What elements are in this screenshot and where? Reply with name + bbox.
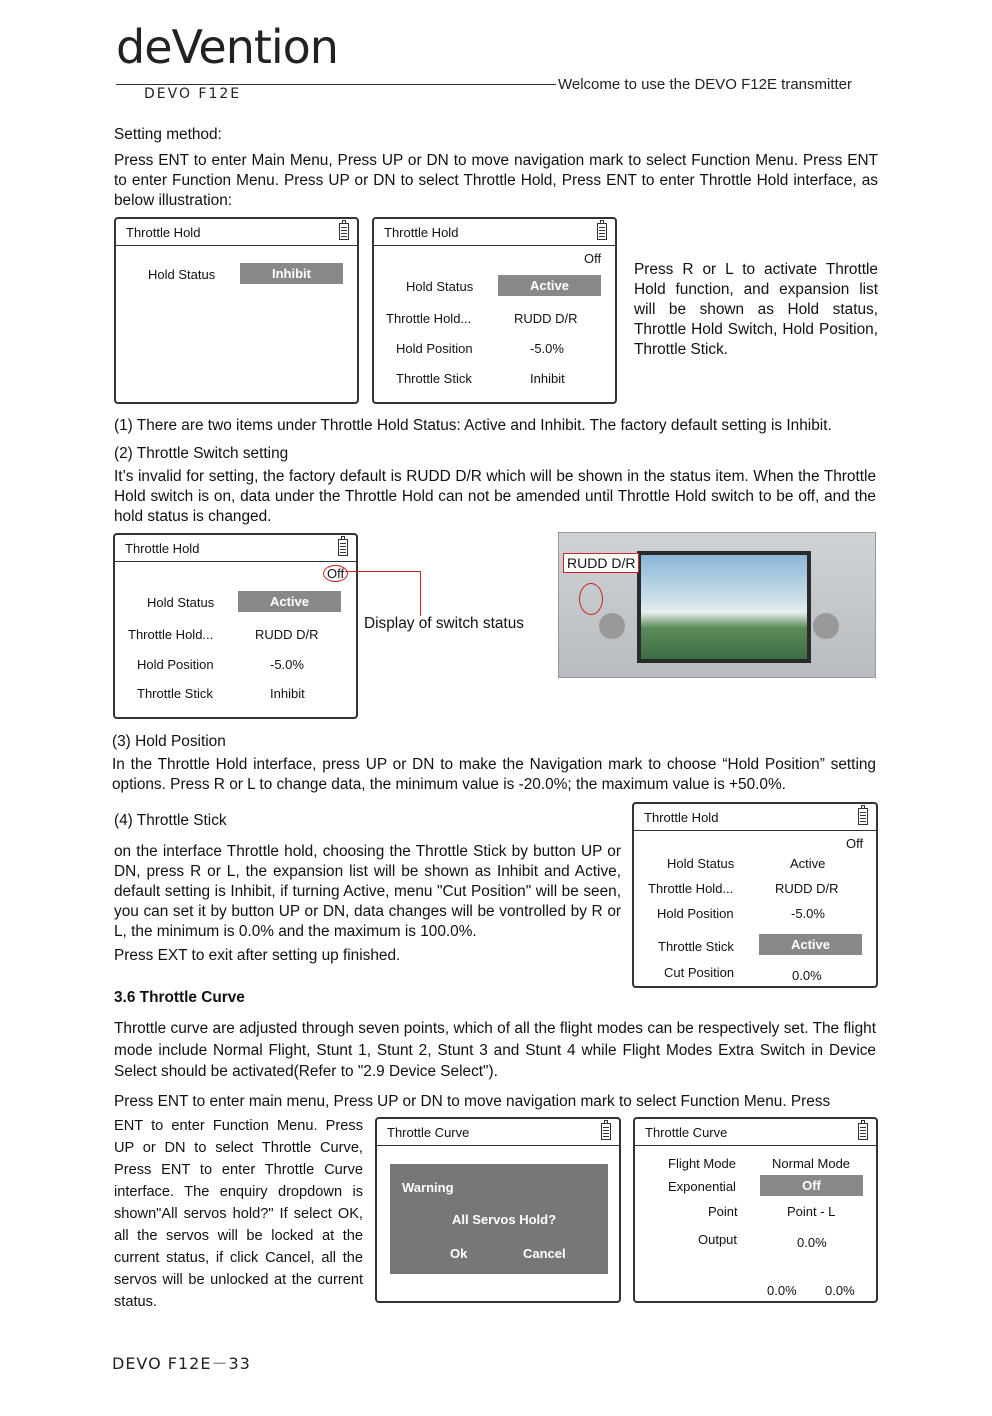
row-value: 0.0% [797,1235,827,1250]
gimbal-left [599,613,625,639]
battery-icon [597,223,607,240]
section-paragraph-3: ENT to enter Function Menu. Press UP or DN to select Throttle Curve, Press ENT to enter Throttle Curve interface. The enquiry dropdown is shown"All servos hold?" If select OK, all the servos will be locked at the current status, if click Cancel, all the servos will be unlocked at the current status. [114,1118,363,1310]
row-value-highlight: Active [759,934,862,955]
switch-status: Off [584,251,602,266]
transmitter-screen [637,551,811,663]
row-label: Throttle Hold... [386,311,472,326]
row-value: RUDD D/R [775,881,839,896]
row-label: Output [698,1232,738,1247]
screen-title: Throttle Curve [387,1125,470,1140]
battery-icon [338,539,348,556]
item-3-text: In the Throttle Hold interface, press UP or DN to make the Navigation mark to choose “Hold Position” setting options. Press R or L to change data, the minimum value is -20.0%; the maximum value is +50.0%. [112,756,876,793]
row-value-highlight: Active [238,591,341,612]
throttle-hold-screen-3 [113,533,358,719]
item-1: (1) There are two items under Throttle Hold Status: Active and Inhibit. The factory default setting is Inhibit. [114,417,832,434]
item-2-text: It’s invalid for setting, the factory default is RUDD D/R which will be shown in the status item. When the Throttle Hold switch is on, data under the Throttle Hold can not be amended until Throttle Hold switch to be off, and the hold status is changed. [114,468,876,525]
section-paragraph: Throttle curve are adjusted through seven points, which of all the flight modes can be respectively set. The flight mode include Normal Flight, Stunt 1, Stunt 2, Stunt 3 and Stunt 4 while Flight Modes Extra Switch in Device Select should be activated(Refer to "2.9 Device Select"). [114,1020,876,1080]
battery-icon [858,808,868,825]
curve-left-value: 0.0% [767,1283,797,1298]
model-name: DEVO F12E [144,86,242,102]
row-value: Normal Mode [772,1156,851,1171]
row-value: Active [790,856,826,871]
row-label: Throttle Stick [658,939,734,954]
row-label: Hold Status [406,279,474,294]
row-value: Point - L [787,1204,836,1219]
item-4-text: on the interface Throttle hold, choosing the Throttle Stick by button UP or DN, press R or L, the expansion list will be shown as Inhibit and Active, default setting is Inhibit, if turning Active, menu "Cut Position" will be seen, you can set it by button UP or DN, data changes will be vontrolled by R or L, the minimum is 0.0% and the maximum is 100.0%. [114,843,621,940]
screen-title: Throttle Hold [644,810,719,825]
row-label: Point [708,1204,738,1219]
cancel-button[interactable]: Cancel [523,1246,566,1261]
gimbal-right [813,613,839,639]
row-label: Flight Mode [668,1156,736,1171]
row-value: RUDD D/R [514,311,578,326]
setting-method-heading: Setting method: [114,126,222,143]
battery-icon [601,1123,611,1140]
throttle-hold-screen-2 [372,217,617,404]
row-label: Throttle Stick [137,686,213,701]
row-label: Hold Position [657,906,734,921]
row-value-highlight: Off [760,1175,863,1196]
transmitter-photo [558,532,876,678]
screen-title: Throttle Hold [384,225,459,240]
section-heading: 3.6 Throttle Curve [114,989,245,1006]
row-value: Inhibit [530,371,565,386]
switch-status: Off [323,565,348,582]
battery-icon [339,223,349,240]
row-value: -5.0% [791,906,825,921]
row-label: Throttle Hold... [648,881,734,896]
row-value: 0.0% [792,968,822,983]
warning-dialog [390,1164,608,1274]
curve-right-value: 0.0% [825,1283,855,1298]
warning-question: All Servos Hold? [452,1212,557,1227]
warning-title: Warning [402,1180,454,1195]
throttle-hold-screen-4 [632,802,878,988]
item-4-exit: Press EXT to exit after setting up finished. [114,947,401,964]
page-footer: DEVO F12E－33 [112,1354,251,1373]
item-3-heading: (3) Hold Position [112,733,226,750]
throttle-curve-screen [633,1117,878,1303]
row-label: Hold Position [137,657,214,672]
switch-caption: Display of switch status [364,615,524,632]
row-label: Hold Status [667,856,735,871]
header-divider [116,84,556,85]
row-value-highlight: Active [498,275,601,296]
screen-title: Throttle Curve [645,1125,728,1140]
throttle-hold-screen-1 [114,217,359,404]
row-value: -5.0% [270,657,304,672]
item-4-heading: (4) Throttle Stick [114,812,227,829]
row-label: Exponential [668,1179,736,1194]
rudd-dr-label: RUDD D/R [563,553,639,573]
hold-status-label: Hold Status [148,267,216,282]
intro-paragraph: Press ENT to enter Main Menu, Press UP or DN to move navigation mark to select Function Menu. Press ENT to enter Function Menu. Press UP or DN to select Throttle Hold, Press ENT to enter Throttle Hold interface, as below illustration: [114,152,878,209]
row-label: Hold Status [147,595,215,610]
screen-title: Throttle Hold [125,541,200,556]
brand-logo: deVention [116,20,338,74]
switch-highlight-circle [579,583,603,615]
screen-title: Throttle Hold [126,225,201,240]
callout-line [345,571,421,572]
ok-button[interactable]: Ok [450,1246,468,1261]
throttle-curve-warning-screen [375,1117,621,1303]
row-value: -5.0% [530,341,564,356]
row-value: RUDD D/R [255,627,319,642]
callout-line [420,571,421,616]
row-value: Inhibit [270,686,305,701]
section-paragraph-2: Press ENT to enter main menu, Press UP or DN to move navigation mark to select Function Menu. Press [114,1093,831,1110]
row-label: Throttle Hold... [128,627,214,642]
side-note: Press R or L to activate Throttle Hold function, and expansion list will be shown as Hold status, Throttle Hold Switch, Hold Position, Throttle Stick. [634,261,878,358]
row-label: Hold Position [396,341,473,356]
item-2-heading: (2) Throttle Switch setting [114,445,289,462]
switch-status: Off [846,836,864,851]
row-label: Throttle Stick [396,371,472,386]
battery-icon [858,1123,868,1140]
hold-status-value: Inhibit [240,263,343,284]
row-label: Cut Position [664,965,735,980]
welcome-text: Welcome to use the DEVO F12E transmitter [558,76,853,93]
